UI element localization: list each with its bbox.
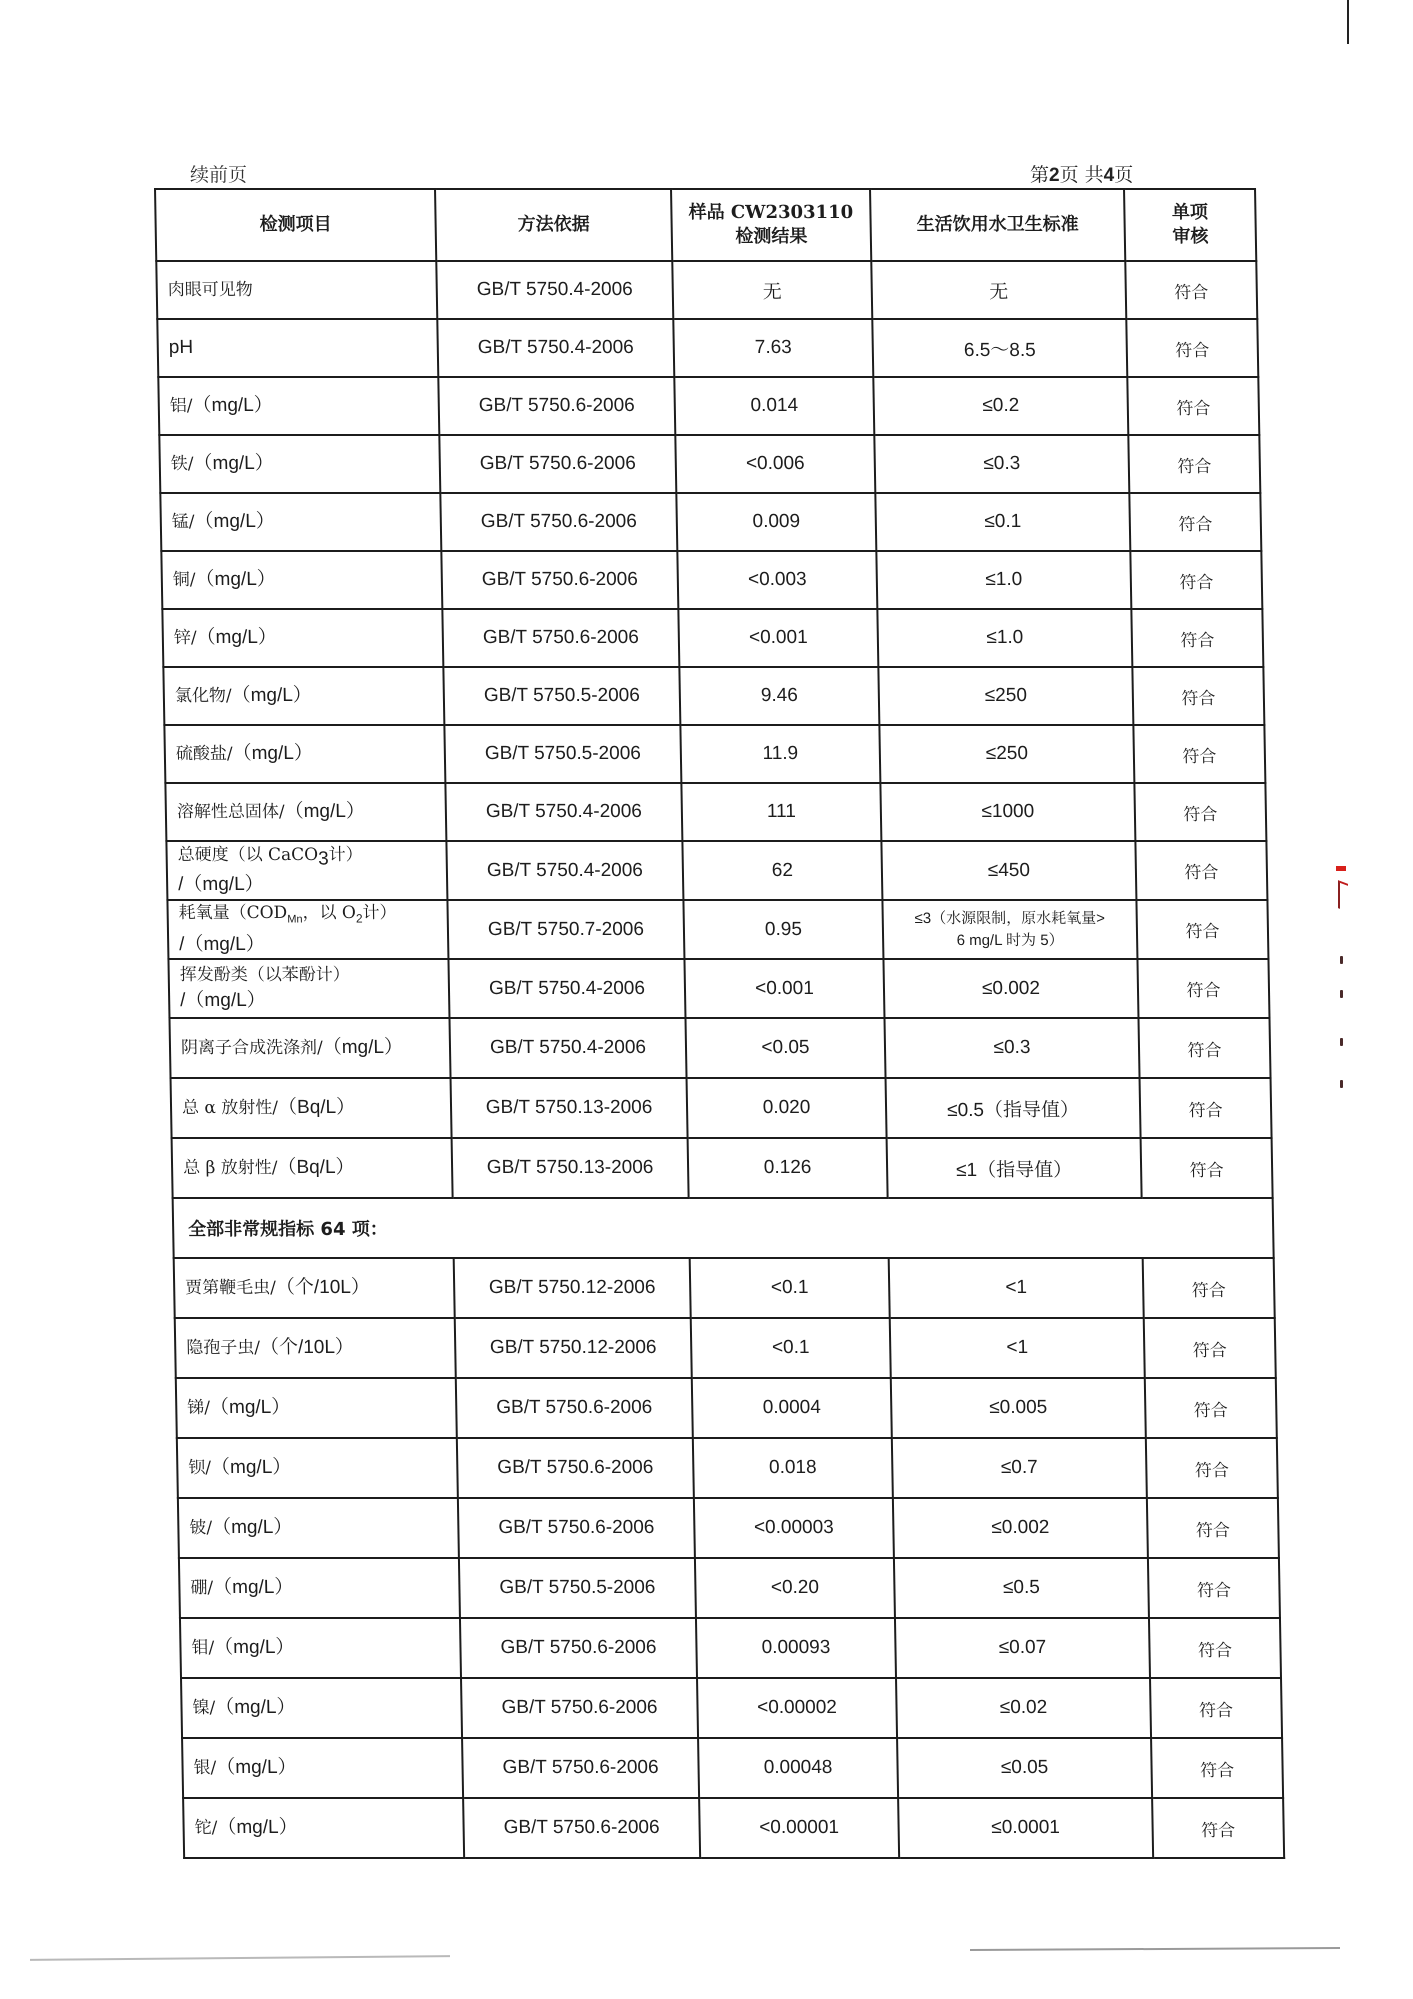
method-cell: GB/T 5750.4-2006	[437, 319, 674, 377]
result-cell: <0.006	[675, 435, 875, 493]
table-row	[165, 783, 1266, 841]
item-name: 隐孢子虫/	[186, 1338, 261, 1359]
result-cell: 无	[672, 261, 872, 319]
page-prefix: 第	[1030, 164, 1050, 186]
method-cell: GB/T 5750.5-2006	[444, 725, 681, 783]
table-row	[169, 1018, 1270, 1078]
table-row	[162, 609, 1263, 667]
method-cell: GB/T 5750.6-2006	[461, 1678, 698, 1738]
item-name: 硫酸盐/	[175, 744, 233, 764]
seal-mark	[1336, 866, 1346, 871]
verdict-cell: 符合	[1148, 1558, 1280, 1618]
result-cell: <0.001	[684, 959, 884, 1018]
standard-cell: ≤0.7	[892, 1438, 1147, 1498]
item-unit: pH	[168, 337, 194, 358]
item-name: 总 α 放射性/	[181, 1098, 279, 1119]
item-cell	[169, 1018, 450, 1078]
standard-line-2: 6 mg/L 时为 5）	[956, 931, 1064, 949]
result-cell: 111	[681, 783, 881, 841]
verdict-cell: 符合	[1130, 551, 1262, 609]
result-cell: <0.20	[695, 1558, 895, 1618]
result-cell: 62	[682, 841, 882, 900]
verdict-cell: 符合	[1132, 667, 1264, 725]
item-unit: /（mg/L）	[177, 873, 264, 895]
table-row	[160, 493, 1261, 551]
standard-cell: ≤1.0	[876, 551, 1131, 609]
result-cell: 0.009	[676, 493, 876, 551]
page-suffix: 页	[1114, 164, 1134, 186]
results-table	[154, 188, 1285, 1859]
table-row	[177, 1438, 1278, 1498]
table-row	[163, 667, 1264, 725]
item-cell	[182, 1738, 463, 1798]
item-name: 总 β 放射性/	[182, 1158, 278, 1179]
item-subscript: Mn	[287, 913, 303, 926]
standard-cell: ≤0.2	[873, 377, 1128, 435]
item-unit: （mg/L）	[217, 1817, 298, 1839]
table-row	[167, 900, 1268, 959]
item-unit: （mg/L）	[322, 1037, 404, 1059]
table-row	[181, 1678, 1282, 1738]
method-cell: GB/T 5750.6-2006	[462, 1738, 699, 1798]
col-header-result-label: 检测结果	[735, 226, 808, 247]
table-row	[182, 1738, 1283, 1798]
col-header-verdict	[1124, 189, 1256, 261]
table-row	[164, 725, 1265, 783]
verdict-cell: 符合	[1150, 1678, 1282, 1738]
continued-label: 续前页	[190, 164, 248, 186]
result-cell: 0.126	[688, 1138, 888, 1198]
result-cell: <0.001	[678, 609, 878, 667]
item-cell	[167, 900, 448, 959]
table-row	[180, 1618, 1281, 1678]
method-cell: GB/T 5750.6-2006	[463, 1798, 700, 1858]
item-name: 钡/	[188, 1458, 212, 1479]
item-name-mid: ，以 O	[302, 903, 357, 923]
table-row	[172, 1138, 1273, 1198]
item-unit: （mg/L）	[215, 1697, 296, 1719]
item-name: 铁/	[170, 454, 194, 474]
table-row	[178, 1498, 1279, 1558]
item-cell	[177, 1438, 458, 1498]
result-cell: 0.00093	[696, 1618, 896, 1678]
item-name: 氯化物/	[174, 686, 232, 706]
section-row	[173, 1198, 1274, 1258]
verdict-cell: 符合	[1127, 377, 1259, 435]
item-name: 贾第鞭毛虫/	[185, 1278, 277, 1299]
item-name: 钼/	[191, 1638, 215, 1659]
item-cell	[166, 841, 447, 900]
standard-cell: ≤0.1	[875, 493, 1130, 551]
result-cell: 11.9	[680, 725, 880, 783]
method-cell: GB/T 5750.6-2006	[442, 609, 679, 667]
col-header-standard: 生活饮用水卫生标准	[870, 189, 1125, 261]
table-row	[161, 551, 1262, 609]
red-seal-fragment	[1336, 860, 1350, 1130]
item-unit: （Bq/L）	[277, 1097, 356, 1119]
verdict-cell: 符合	[1125, 261, 1257, 319]
standard-cell: ≤0.07	[895, 1618, 1150, 1678]
result-cell: <0.1	[690, 1258, 890, 1318]
page-mid: 页 共	[1059, 164, 1104, 186]
verdict-cell: 符合	[1144, 1318, 1276, 1378]
method-cell: GB/T 5750.4-2006	[446, 841, 683, 900]
standard-cell: ≤0.02	[896, 1678, 1151, 1738]
item-cell	[158, 377, 439, 435]
table-row	[159, 435, 1260, 493]
item-unit: （个/10L）	[259, 1337, 355, 1359]
table-row	[175, 1318, 1276, 1378]
item-name: 锑/	[187, 1398, 211, 1419]
method-cell: GB/T 5750.4-2006	[448, 959, 685, 1018]
standard-cell: ≤0.5（指导值）	[886, 1078, 1141, 1138]
result-cell: <0.00003	[694, 1498, 894, 1558]
result-cell: <0.00002	[697, 1678, 897, 1738]
item-unit: （mg/L）	[231, 685, 313, 706]
item-unit: （mg/L）	[193, 453, 274, 474]
item-cell	[176, 1378, 457, 1438]
method-cell: GB/T 5750.4-2006	[436, 261, 673, 319]
seal-mark	[1340, 1038, 1343, 1046]
seal-mark	[1338, 880, 1348, 912]
item-unit: （mg/L）	[209, 1397, 291, 1419]
verdict-cell: 符合	[1128, 435, 1260, 493]
verdict-cell: 符合	[1152, 1798, 1284, 1858]
col-header-verdict-b: 审核	[1172, 226, 1209, 247]
item-unit: （mg/L）	[195, 569, 277, 590]
standard-cell: ≤0.3	[874, 435, 1129, 493]
item-name: 锰/	[171, 512, 195, 532]
item-cell	[165, 783, 446, 841]
col-header-sample: 样品 CW2303110	[688, 202, 854, 223]
item-unit: （mg/L）	[211, 1517, 293, 1539]
method-cell: GB/T 5750.6-2006	[439, 435, 676, 493]
verdict-cell: 符合	[1147, 1498, 1279, 1558]
item-unit: （mg/L）	[214, 1637, 295, 1659]
item-unit: （mg/L）	[216, 1757, 297, 1779]
verdict-cell: 符合	[1131, 609, 1263, 667]
item-cell	[161, 551, 442, 609]
standard-cell: ≤1（指导值）	[887, 1138, 1142, 1198]
method-cell: GB/T 5750.12-2006	[454, 1258, 691, 1318]
standard-cell: 无	[871, 261, 1126, 319]
standard-cell: ≤0.002	[893, 1498, 1148, 1558]
standard-cell: <1	[890, 1318, 1145, 1378]
method-cell: GB/T 5750.6-2006	[458, 1498, 695, 1558]
method-cell: GB/T 5750.13-2006	[451, 1078, 688, 1138]
standard-cell: ≤0.3	[884, 1018, 1139, 1078]
item-name: 铍/	[189, 1518, 213, 1539]
result-cell: 0.00048	[698, 1738, 898, 1798]
item-name: 铊/	[194, 1818, 218, 1839]
item-name-tail: 计）	[362, 903, 397, 923]
table-row	[179, 1558, 1280, 1618]
result-cell: 7.63	[673, 319, 873, 377]
verdict-cell: 符合	[1146, 1438, 1278, 1498]
verdict-cell: 符合	[1137, 959, 1269, 1018]
item-unit: /（mg/L）	[179, 934, 265, 956]
verdict-cell: 符合	[1135, 841, 1267, 900]
seal-mark	[1340, 956, 1343, 964]
standard-cell: ≤0.005	[891, 1378, 1146, 1438]
verdict-cell: 符合	[1149, 1618, 1281, 1678]
section-title: 全部非常规指标 64 项：	[173, 1198, 1274, 1258]
result-cell: 0.020	[687, 1078, 887, 1138]
table-row	[176, 1378, 1277, 1438]
item-unit: /（mg/L）	[180, 990, 266, 1012]
verdict-cell: 符合	[1140, 1078, 1272, 1138]
standard-cell	[882, 900, 1137, 959]
item-cell	[181, 1678, 462, 1738]
standard-cell: ≤0.5	[894, 1558, 1149, 1618]
standard-cell: ≤0.05	[897, 1738, 1152, 1798]
item-name: 铝/	[169, 396, 193, 416]
table-row	[183, 1798, 1284, 1858]
item-cell	[156, 261, 437, 319]
method-cell: GB/T 5750.12-2006	[455, 1318, 692, 1378]
item-name: 阴离子合成洗涤剂/	[180, 1038, 323, 1059]
result-cell: <0.00001	[699, 1798, 899, 1858]
result-cell: <0.05	[685, 1018, 885, 1078]
table-row	[171, 1078, 1272, 1138]
item-unit: （mg/L）	[196, 627, 278, 648]
results-table-wrapper	[154, 188, 1283, 1859]
item-name: 肉眼可见物	[167, 280, 253, 300]
item-cell	[160, 493, 441, 551]
item-unit: （mg/L）	[232, 743, 314, 764]
verdict-cell: 符合	[1141, 1138, 1273, 1198]
item-unit: （mg/L）	[194, 511, 275, 532]
standard-cell: <1	[889, 1258, 1144, 1318]
item-cell	[159, 435, 440, 493]
result-cell: 0.95	[683, 900, 883, 959]
method-cell: GB/T 5750.7-2006	[447, 900, 684, 959]
standard-cell: ≤250	[878, 667, 1133, 725]
verdict-cell: 符合	[1138, 1018, 1270, 1078]
verdict-cell: 符合	[1151, 1738, 1283, 1798]
verdict-cell: 符合	[1129, 493, 1261, 551]
verdict-cell: 符合	[1145, 1378, 1277, 1438]
item-unit: （Bq/L）	[277, 1157, 355, 1179]
item-cell	[175, 1318, 456, 1378]
col-header-verdict-a: 单项	[1171, 202, 1209, 223]
item-name: 银/	[193, 1758, 217, 1779]
result-cell: 9.46	[679, 667, 879, 725]
item-name: 总硬度（以 CaCO	[177, 845, 319, 866]
page-edge-line	[1347, 0, 1349, 44]
item-cell	[168, 959, 449, 1018]
item-name: 溶解性总固体/	[176, 802, 285, 822]
item-cell	[179, 1558, 460, 1618]
page-number: 2	[1049, 165, 1060, 186]
table-row	[168, 959, 1269, 1018]
standard-cell: ≤1.0	[877, 609, 1132, 667]
seal-mark	[1340, 1080, 1343, 1088]
method-cell: GB/T 5750.6-2006	[456, 1378, 693, 1438]
table-row	[158, 377, 1259, 435]
method-cell: GB/T 5750.5-2006	[443, 667, 680, 725]
table-row	[156, 261, 1257, 319]
standard-cell: ≤1000	[880, 783, 1135, 841]
page-edge-line	[30, 1955, 450, 1961]
item-unit: （mg/L）	[192, 395, 273, 416]
item-unit: （mg/L）	[212, 1577, 294, 1599]
standard-cell: ≤0.0001	[898, 1798, 1153, 1858]
method-cell: GB/T 5750.4-2006	[445, 783, 682, 841]
item-cell	[180, 1618, 461, 1678]
verdict-cell: 符合	[1143, 1258, 1275, 1318]
result-cell: <0.1	[691, 1318, 891, 1378]
item-name: 铜/	[172, 570, 196, 590]
method-cell: GB/T 5750.6-2006	[440, 493, 677, 551]
item-cell	[164, 725, 445, 783]
standard-line-1: ≤3（水源限制，原水耗氧量>	[914, 909, 1106, 927]
col-header-result	[671, 189, 871, 261]
item-name: 硼/	[190, 1578, 214, 1599]
page-edge-line	[970, 1947, 1340, 1951]
result-cell: <0.003	[677, 551, 877, 609]
item-cell	[183, 1798, 464, 1858]
item-name: 锌/	[173, 628, 197, 648]
item-unit: （mg/L）	[210, 1457, 292, 1479]
seal-mark	[1340, 990, 1343, 998]
standard-cell: ≤450	[881, 841, 1136, 900]
page-total: 4	[1103, 165, 1115, 186]
verdict-cell: 符合	[1134, 783, 1266, 841]
item-unit: （mg/L）	[284, 801, 366, 822]
method-cell: GB/T 5750.5-2006	[459, 1558, 696, 1618]
method-cell: GB/T 5750.6-2006	[457, 1438, 694, 1498]
col-header-method: 方法依据	[435, 189, 672, 261]
table-header-row	[155, 189, 1256, 261]
method-cell: GB/T 5750.6-2006	[438, 377, 675, 435]
item-cell	[172, 1138, 453, 1198]
verdict-cell: 符合	[1126, 319, 1258, 377]
item-subscript: 3	[318, 848, 329, 870]
result-cell: 0.014	[674, 377, 874, 435]
item-unit: （个/10L）	[275, 1277, 371, 1299]
item-cell	[157, 319, 438, 377]
item-name: 耗氧量（COD	[178, 903, 288, 923]
item-name: 镍/	[192, 1698, 216, 1719]
method-cell: GB/T 5750.6-2006	[441, 551, 678, 609]
item-cell	[174, 1258, 455, 1318]
table-row	[157, 319, 1258, 377]
item-cell	[171, 1078, 452, 1138]
standard-cell: ≤250	[879, 725, 1134, 783]
method-cell: GB/T 5750.4-2006	[449, 1018, 686, 1078]
item-cell	[162, 609, 443, 667]
method-cell: GB/T 5750.6-2006	[460, 1618, 697, 1678]
result-cell: 0.018	[693, 1438, 893, 1498]
verdict-cell: 符合	[1133, 725, 1265, 783]
standard-cell: 6.5～8.5	[872, 319, 1127, 377]
verdict-cell: 符合	[1136, 900, 1268, 959]
item-name-tail: 计）	[328, 845, 363, 866]
item-name: 挥发酚类（以苯酚计）	[179, 965, 350, 986]
item-cell	[163, 667, 444, 725]
col-header-item: 检测项目	[155, 189, 436, 261]
standard-cell: ≤0.002	[883, 959, 1138, 1018]
table-row	[166, 841, 1267, 900]
item-cell	[178, 1498, 459, 1558]
item-subscript-2: 2	[355, 911, 363, 926]
page-indicator	[1030, 160, 1133, 187]
method-cell: GB/T 5750.13-2006	[452, 1138, 689, 1198]
result-cell: 0.0004	[692, 1378, 892, 1438]
table-row	[174, 1258, 1275, 1318]
